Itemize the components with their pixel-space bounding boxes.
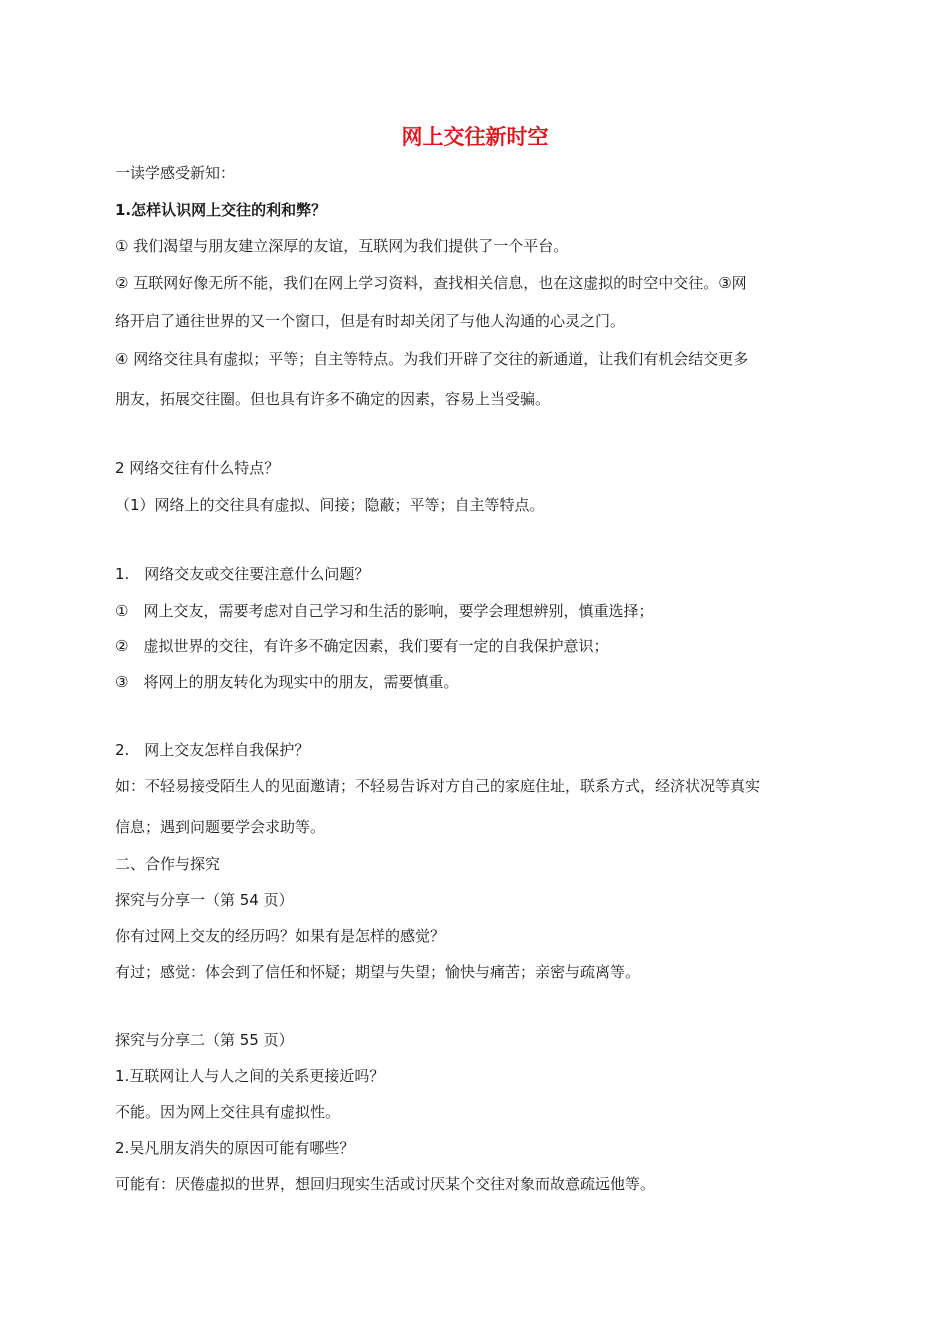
paragraph-line: 2.吴凡朋友消失的原因可能有哪些？	[115, 1139, 355, 1157]
list-item: ① 网上交友，需要考虑对自己学习和生活的影响，要学会理想辨别，慎重选择；	[115, 602, 654, 620]
question-heading: 1.怎样认识网上交往的利和弊？	[115, 201, 327, 219]
list-item: ② 虚拟世界的交往，有许多不确定因素，我们要有一定的自我保护意识；	[115, 637, 609, 655]
paragraph-line: ② 互联网好像无所不能，我们在网上学习资料，查找相关信息，也在这虚拟的时空中交往。③网	[115, 274, 747, 292]
paragraph-line: 朋友，拓展交往圈。但也具有许多不确定的因素，容易上当受骗。	[115, 390, 551, 408]
paragraph-line: ① 我们渴望与朋友建立深厚的友谊，互联网为我们提供了一个平台。	[115, 237, 569, 255]
question-heading: 1. 网络交友或交往要注意什么问题？	[115, 565, 370, 583]
question-heading: 2 网络交往有什么特点？	[115, 459, 280, 477]
paragraph-line: 如：不轻易接受陌生人的见面邀请；不轻易告诉对方自己的家庭住址，联系方式，经济状况等真实	[115, 777, 761, 795]
document-title: 网上交往新时空	[401, 125, 549, 149]
section-heading-cooperation: 二、合作与探究	[115, 855, 221, 873]
paragraph-line: ④ 网络交往具有虚拟；平等；自主等特点。为我们开辟了交往的新通道，让我们有机会结交更多	[115, 350, 749, 368]
paragraph-line: 有过；感觉：体会到了信任和怀疑；期望与失望；愉快与痛苦；亲密与疏离等。	[115, 963, 641, 981]
list-item: ③ 将网上的朋友转化为现实中的朋友，需要慎重。	[115, 673, 459, 691]
paragraph-line: 你有过网上交友的经历吗？如果有是怎样的感觉？	[115, 927, 446, 945]
section-heading-intro: 一读学感受新知：	[115, 164, 236, 182]
paragraph-line: 1.互联网让人与人之间的关系更接近吗？	[115, 1067, 385, 1085]
paragraph-line: （1）网络上的交往具有虚拟、间接；隐蔽；平等；自主等特点。	[115, 496, 545, 514]
paragraph-line: 不能。因为网上交往具有虚拟性。	[115, 1103, 341, 1121]
paragraph-line: 络开启了通往世界的又一个窗口，但是有时却关闭了与他人沟通的心灵之门。	[115, 312, 626, 330]
question-heading: 2. 网上交友怎样自我保护？	[115, 741, 310, 759]
exploration-heading: 探究与分享二（第 55 页）	[115, 1031, 294, 1049]
exploration-heading: 探究与分享一（第 54 页）	[115, 891, 294, 909]
paragraph-line: 信息；遇到问题要学会求助等。	[115, 818, 326, 836]
paragraph-line: 可能有：厌倦虚拟的世界，想回归现实生活或讨厌某个交往对象而故意疏远他等。	[115, 1175, 656, 1193]
